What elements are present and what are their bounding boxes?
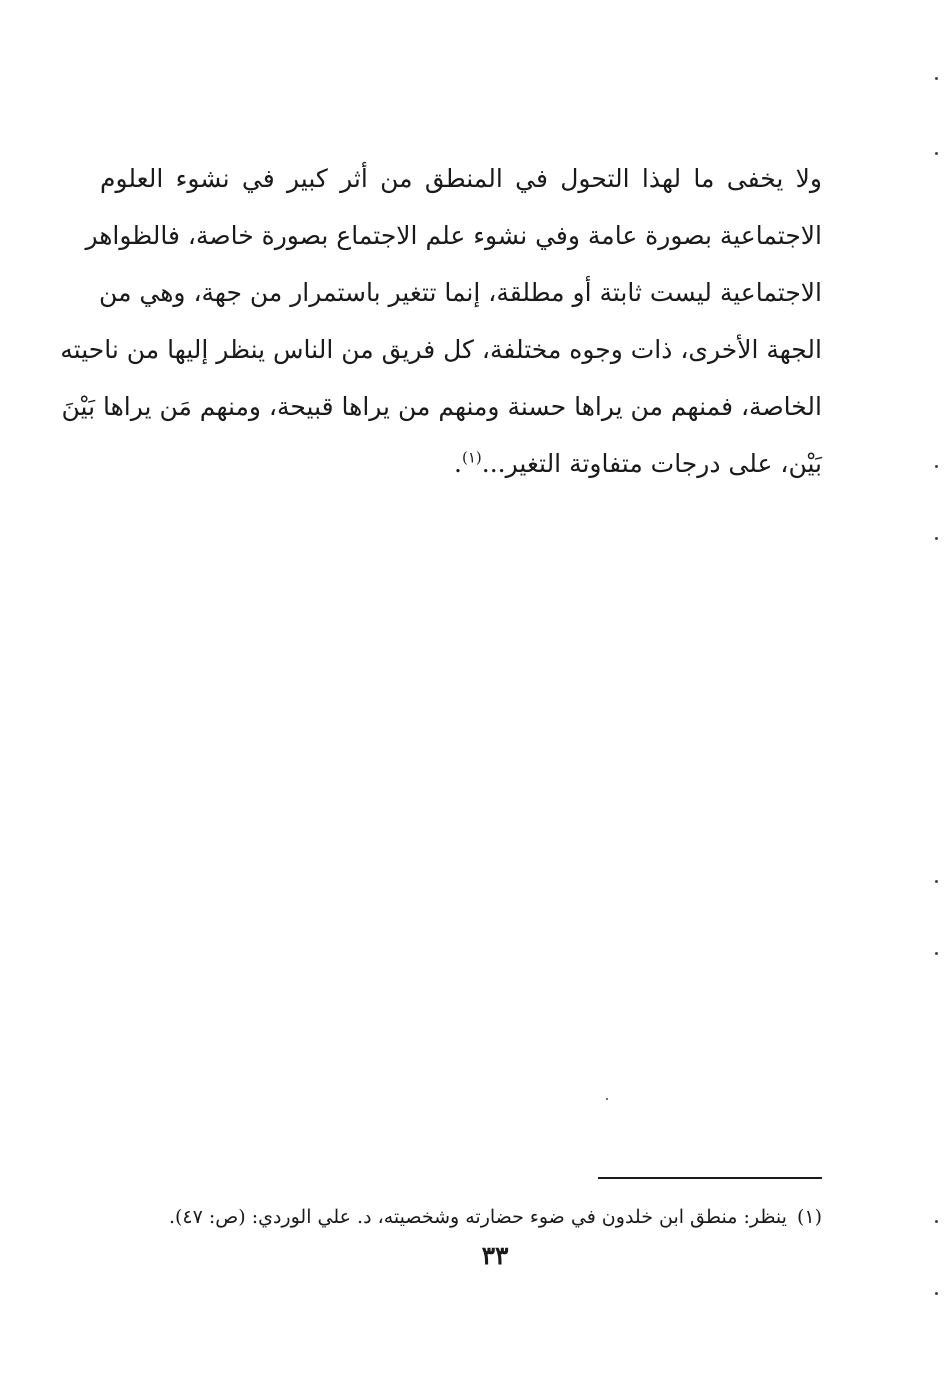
end-punctuation: .: [454, 449, 462, 478]
footnote-reference[interactable]: (١): [462, 448, 482, 467]
paragraph-line-5: الخاصة، فمنهم من يراها حسنة ومنهم من يراها قبيحة، ومنهم مَن يراها بَيْنَ: [61, 392, 822, 421]
scan-speck: [935, 77, 938, 80]
page-number: ٣٣: [481, 1241, 509, 1270]
scan-speck: [935, 1220, 938, 1223]
scan-speck: [935, 880, 938, 883]
paragraph-line-3: الاجتماعية ليست ثابتة أو مطلقة، إنما تتغير باستمرار من جهة، وهي من: [99, 278, 822, 307]
paragraph-line-1: ولا يخفى ما لهذا التحول في المنطق من أثر كبير في نشوء العلوم: [100, 164, 822, 193]
scan-speck: [935, 465, 938, 468]
scan-speck: [606, 1098, 608, 1100]
footnote-text: ينظر: منطق ابن خلدون في ضوء حضارته وشخصيته، د. علي الوردي: (ص: ٤٧).: [168, 1206, 787, 1228]
scan-speck: [935, 952, 938, 955]
scan-speck: [935, 1292, 938, 1295]
paragraph-line-2: الاجتماعية بصورة عامة وفي نشوء علم الاجتماع بصورة خاصة، فالظواهر: [85, 221, 822, 250]
footnote-number: (١): [796, 1206, 822, 1228]
paragraph-line-6-text: بَيْن، على درجات متفاوتة التغير...: [481, 449, 822, 478]
main-paragraph: [60, 150, 822, 492]
footnote: [130, 1202, 822, 1232]
footnote-separator: [598, 1177, 822, 1179]
scan-speck: [935, 152, 938, 155]
paragraph-line-6: [100, 435, 822, 492]
paragraph-line-4: الجهة الأخرى، ذات وجوه مختلفة، كل فريق من الناس ينظر إليها من ناحيته: [60, 335, 822, 364]
scan-speck: [935, 537, 938, 540]
